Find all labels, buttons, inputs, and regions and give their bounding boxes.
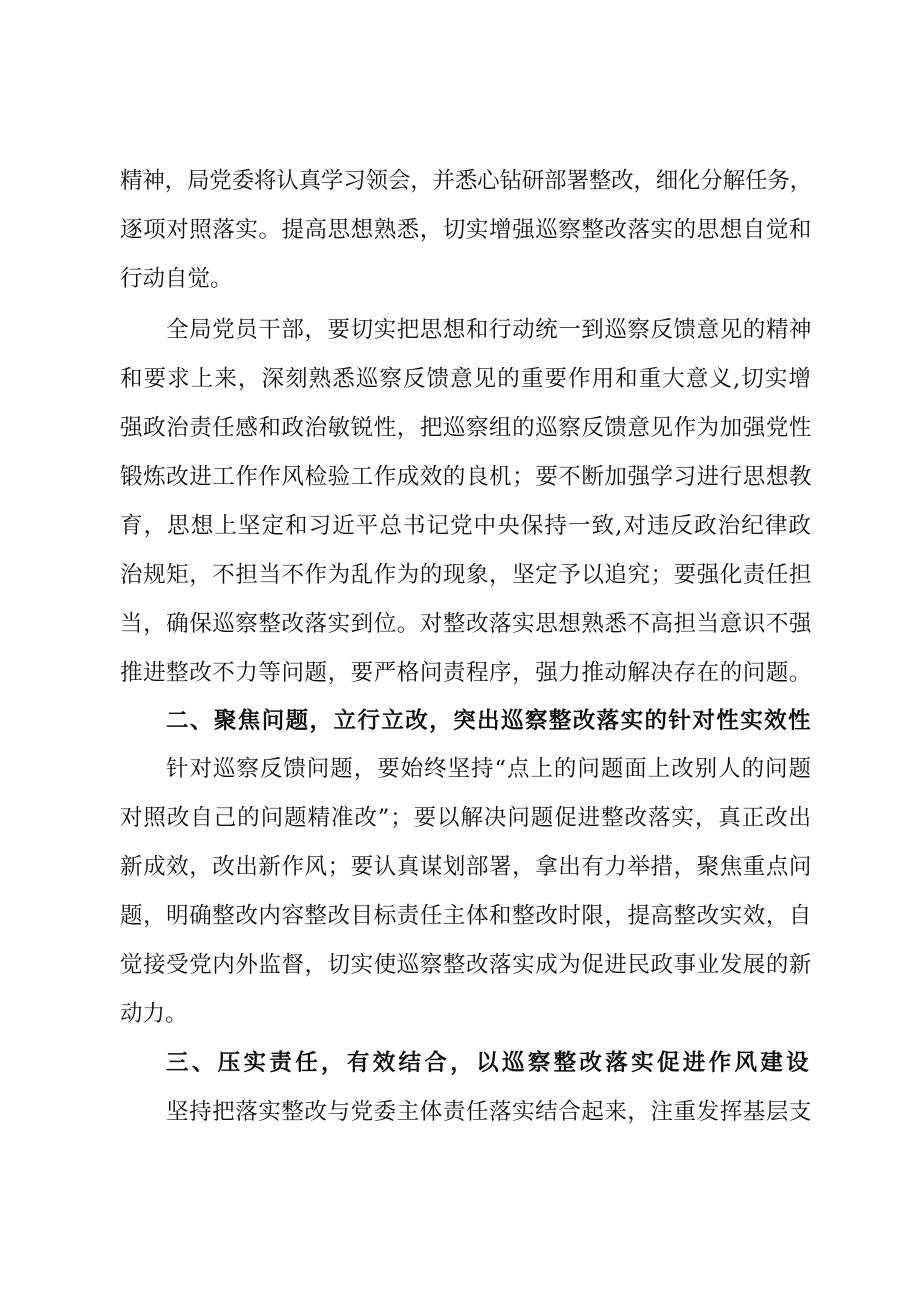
paragraph-line: 对照改自己的问题精准改”；要以解决问题促进整改落实，真正改出 [120,805,812,831]
paragraph-line: 觉接受党内外监督，切实使巡察整改落实成为促进民政事业发展的新 [120,952,812,978]
paragraph-line: 强政治责任感和政治敏锐性，把巡察组的巡察反馈意见作为加强党性 [120,415,812,441]
paragraph-line: 锻炼改进工作作风检验工作成效的良机；要不断加强学习进行思想教 [120,464,812,490]
section-heading-2: 二、聚焦问题，立行立改，突出巡察整改落实的针对性实效性 [166,708,812,734]
paragraph-line: 题，明确整改内容整改目标责任主体和整改时限，提高整改实效，自 [120,903,812,929]
paragraph-line: 行动自觉。 [120,266,233,292]
paragraph-line: 和要求上来，深刻熟悉巡察反馈意见的重要作用和重大意义,切实增 [120,366,812,392]
paragraph-line: 当，确保巡察整改落实到位。对整改落实思想熟悉不高担当意识不强 [120,611,812,637]
paragraph-line: 逐项对照落实。提高思想熟悉，切实增强巡察整改落实的思想自觉和 [120,217,812,243]
paragraph-line: 新成效，改出新作风；要认真谋划部署，拿出有力举措，聚焦重点问 [120,854,812,880]
paragraph-line: 坚持把落实整改与党委主体责任落实结合起来，注重发挥基层支 [166,1099,812,1125]
paragraph-line: 全局党员干部，要切实把思想和行动统一到巡察反馈意见的精神 [166,317,812,343]
paragraph-line: 精神，局党委将认真学习领会，并悉心钻研部署整改，细化分解任务， [120,168,812,194]
paragraph-line: 治规矩，不担当不作为乱作为的现象，坚定予以追究；要强化责任担 [120,562,812,588]
paragraph-line: 育，思想上坚定和习近平总书记党中央保持一致,对违反政治纪律政 [120,513,812,539]
paragraph-line: 针对巡察反馈问题，要始终坚持“点上的问题面上改别人的问题 [166,756,812,782]
paragraph-line: 推进整改不力等问题，要严格问责程序，强力推动解决存在的问题。 [120,660,812,686]
section-heading-3: 三、压实责任，有效结合，以巡察整改落实促进作风建设 [166,1050,812,1076]
paragraph-line: 动力。 [120,1001,188,1027]
